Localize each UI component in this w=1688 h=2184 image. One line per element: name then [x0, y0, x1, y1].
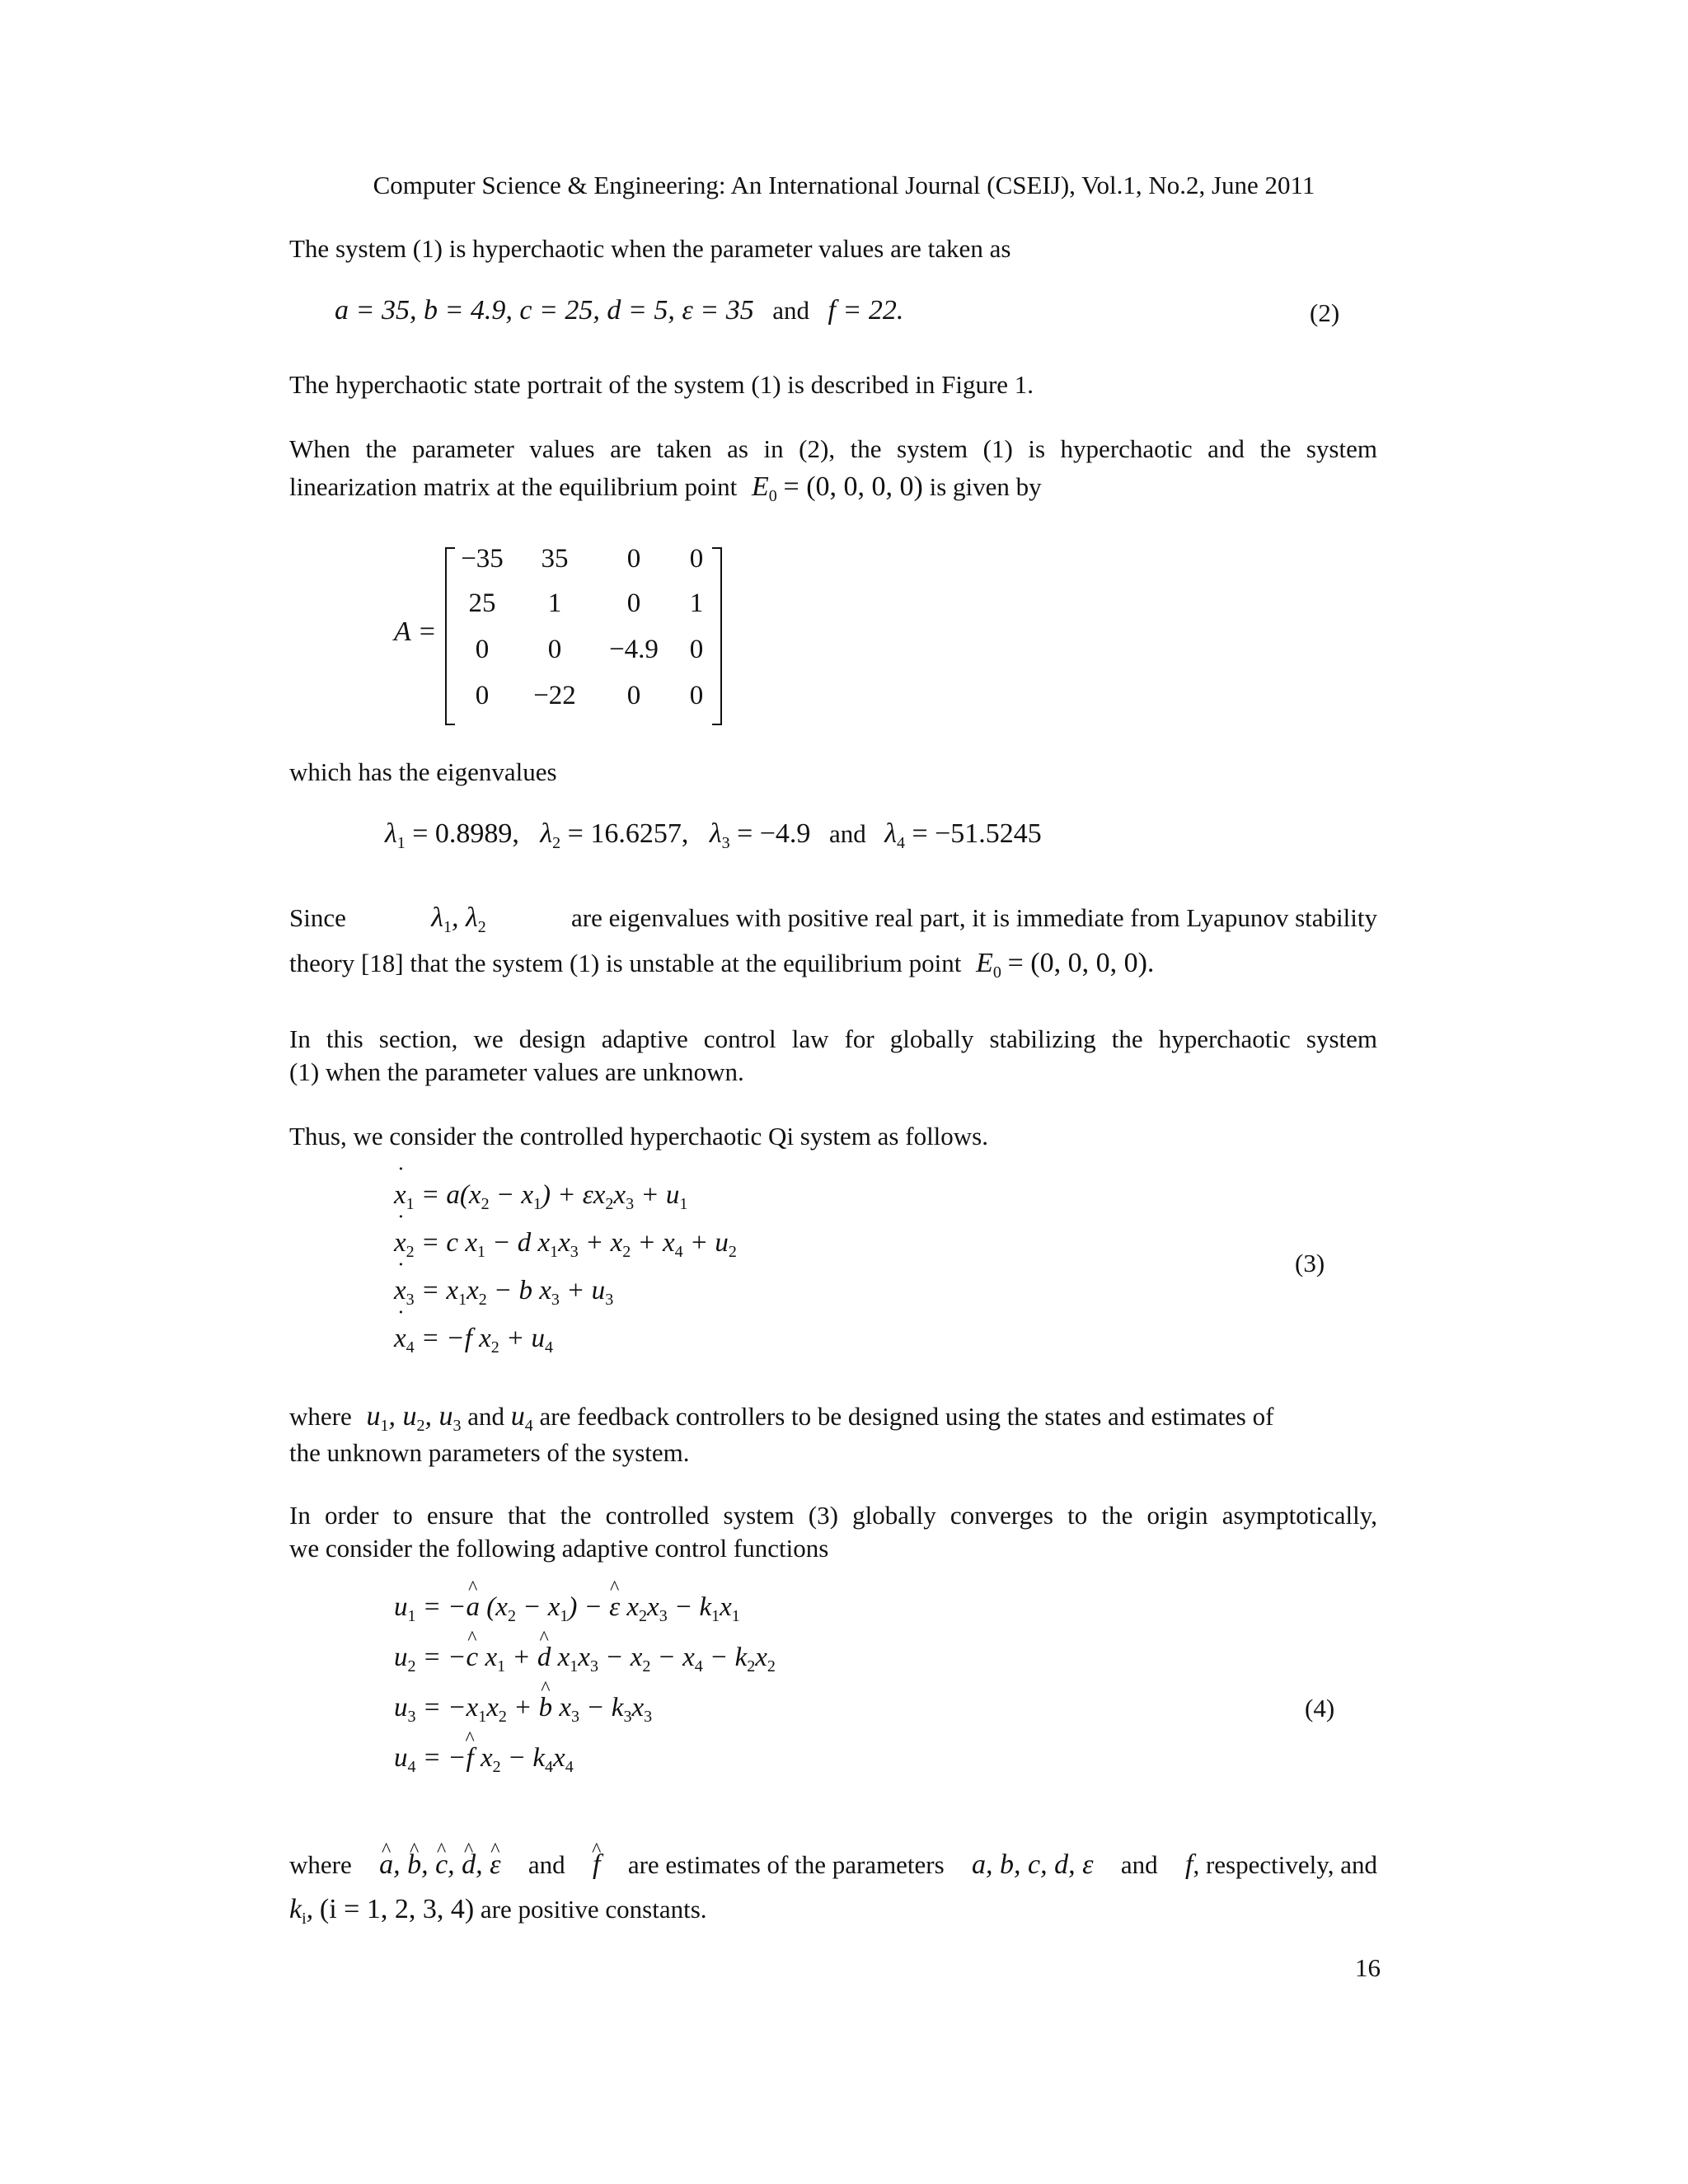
matrix-cell: 0 [626, 588, 641, 618]
paragraph-9-line-2: we consider the following adaptive control functions [289, 1534, 829, 1563]
matrix-cell: −4.9 [609, 635, 659, 664]
matrix-cell: 0 [475, 635, 490, 664]
p10-and2: and [1120, 1850, 1158, 1879]
p8-pre: where [289, 1402, 352, 1431]
matrix-cell: 0 [547, 635, 562, 664]
matrix-cell: 0 [475, 681, 490, 710]
eig1-value: = 0.8989, [412, 818, 519, 849]
p5-line2-pre: theory [18] that the system (1) is unstable at the equilibrium point [289, 949, 962, 977]
p8-and: and [467, 1402, 504, 1431]
matrix-cell: 0 [689, 635, 704, 664]
matrix-cell: 1 [547, 588, 562, 618]
p10-post: , respectively, and [1193, 1850, 1377, 1879]
eig4-value: = −51.5245 [912, 818, 1042, 849]
paragraph-5-line-2: theory [18] that the system (1) is unstable at the equilibrium point $E_0 = (0$, 0, 0, 0). [289, 948, 1155, 982]
params-f: f = 22. [828, 295, 904, 326]
paragraph-10-line-1: where ^ a, ^ b, ^ c, ^ d, ^ ε and ^ f are estimates of the parameters a, b, c, d, ε and f, respectively, and [289, 1846, 1377, 1884]
paragraph-10-line-2: $k_i$, (i = 1, 2, 3, 4) are positive constants. [289, 1894, 707, 1928]
system-equation-4: ˙ $x_4 = -f$ $x_2 + u_4$ [394, 1324, 553, 1354]
system-equation-2: ˙ $x_2 = c$ $x_1 - d$ $x_1x_3 + x_2 + x_4 + u_2$ [394, 1228, 737, 1258]
p10-line2-post: are positive constants. [480, 1895, 707, 1924]
paragraph-6-line-1: In this section, we design adaptive control law for globally stabilizing the hyperchaotic system [289, 1024, 1377, 1053]
running-header: Computer Science & Engineering: An International Journal (CSEIJ), Vol.1, No.2, June 2011 [373, 171, 1315, 199]
ki-range: (i = 1, 2, 3, 4) [319, 1894, 475, 1924]
params-text: a = 35, b = 4.9, c = 25, d = 5, ε = 35 [335, 295, 754, 326]
p5-post: are eigenvalues with positive real part, it is immediate from Lyapunov stability [571, 903, 1377, 932]
system-equation-3: ˙ $x_3 = x_1x_2 - b$ $x_3 + u_3$ [394, 1276, 613, 1306]
matrix-cell: −22 [533, 681, 576, 710]
eig3-value: = −4.9 [737, 818, 811, 849]
p3-post: is given by [929, 472, 1042, 501]
control-function-4: $u_4$ = −^ f $x_2 - k_4x_4$ [394, 1743, 574, 1774]
matrix-cell: 0 [689, 681, 704, 710]
paragraph-4: which has the eigenvalues [289, 757, 557, 786]
paragraph-8-line-2: the unknown parameters of the system. [289, 1438, 690, 1467]
params-and: and [772, 296, 809, 325]
paragraph-8-line-1: where $u_1$, $u_2$, $u_3$ and $u_4$ are feedback controllers to be designed using the states and estimates of [289, 1401, 1274, 1435]
equation-number-4: (4) [1305, 1694, 1335, 1722]
control-function-3: $u_3 = -x_1x_2$ + ^ b $x_3 - k_3x_3$ [394, 1693, 652, 1723]
paragraph-3-line-2: linearization matrix at the equilibrium point $E_0 = (0$, 0, 0, 0) is given by [289, 471, 1042, 505]
matrix-label: A = [394, 616, 437, 647]
page-number: 16 [1355, 1953, 1381, 1982]
matrix-cell: −35 [461, 544, 504, 574]
E0-value: (0, 0, 0, 0) [806, 471, 923, 502]
p8-post: are feedback controllers to be designed using the states and estimates of [539, 1402, 1274, 1431]
eig2-value: = 16.6257, [567, 818, 689, 849]
eig-and: and [828, 819, 866, 848]
parameter-values-equation [335, 295, 903, 326]
p3-pre: linearization matrix at the equilibrium point [289, 472, 738, 501]
p5-pre: Since [289, 903, 346, 932]
matrix-cell: 0 [626, 544, 641, 574]
E0-symbol: $E_0$ [751, 471, 777, 505]
p10-mid: are estimates of the parameters [627, 1850, 945, 1879]
matrix-cell: 0 [626, 681, 641, 710]
eigenvalues-equation: $\lambda_1 = 0.8989$, $\lambda_2 = 16.6257$, $\lambda_3 = -4.9$ and $\lambda_4 = -51.5245$ [385, 818, 1042, 852]
paragraph-2: The hyperchaotic state portrait of the system (1) is described in Figure 1. [289, 370, 1034, 399]
control-function-1: $u_1$ = −^ a $(x_2 - x_1)$ − ^ ε $x_2x_3 - k_1x_1$ [394, 1592, 740, 1623]
system-equation-1: ˙ $x_1 = a(x_2 - x_1) + \varepsilon x_2x_3 + u_1$ [394, 1180, 687, 1211]
matrix-cell: 0 [689, 544, 704, 574]
matrix-cell: 1 [689, 588, 704, 618]
p10-pre: where [289, 1850, 352, 1879]
paragraph-9-line-1: In order to ensure that the controlled system (3) globally converges to the origin asymptotically, [289, 1501, 1377, 1530]
matrix-cell: 25 [468, 588, 496, 618]
equation-number-3: (3) [1295, 1249, 1325, 1277]
paragraph-7: Thus, we consider the controlled hyperchaotic Qi system as follows. [289, 1122, 988, 1151]
paragraph-3-line-1: When the parameter values are taken as in (2), the system (1) is hyperchaotic and the system [289, 434, 1377, 463]
paragraph-1: The system (1) is hyperchaotic when the parameter values are taken as [289, 234, 1011, 263]
paragraph-6-line-2: (1) when the parameter values are unknown. [289, 1057, 744, 1086]
matrix-cell: 35 [541, 544, 569, 574]
paragraph-5-line-1: Since $\lambda_1$, $\lambda_2$ are eigenvalues with positive real part, it is immediate from Lyapunov stability [289, 899, 1377, 937]
E0-end-value: = (0, 0, 0, 0). [1007, 948, 1155, 978]
p10-and: and [528, 1850, 565, 1879]
equation-number-2: (2) [1310, 298, 1340, 327]
control-function-2: $u_2$ = −^ c $x_1$ + ^ d $x_1x_3 - x_2 - x_4 - k_2x_2$ [394, 1643, 776, 1673]
